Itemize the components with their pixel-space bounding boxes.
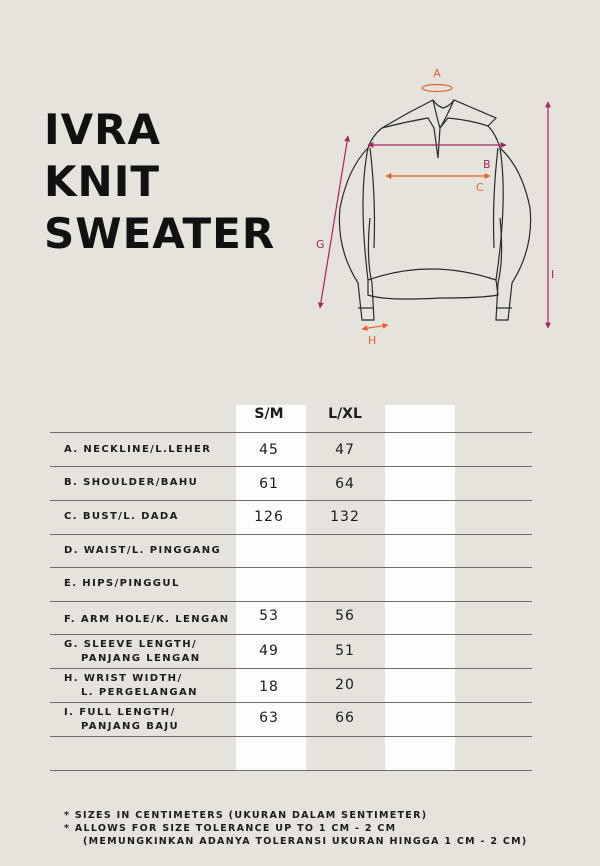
- row-divider: [50, 668, 532, 669]
- row-label-hips: E. HIPS/PINGGUL: [64, 578, 180, 589]
- row-divider: [50, 702, 532, 703]
- row-divider: [50, 432, 532, 433]
- label-i: I: [551, 268, 555, 281]
- value-sm-neckline: 45: [259, 442, 279, 458]
- value-sm-wrist-width: 18: [259, 679, 279, 695]
- neckline-measure: [422, 85, 452, 92]
- value-sm-bust: 126: [254, 509, 284, 525]
- row-label-line: PANJANG BAJU: [81, 721, 180, 732]
- label-c: C: [476, 181, 484, 194]
- row-label-wrist-width: [64, 672, 198, 700]
- row-label-line: H. WRIST WIDTH/: [64, 673, 183, 684]
- row-label-bust: C. BUST/L. DADA: [64, 511, 179, 522]
- row-label-line: PANJANG LENGAN: [81, 653, 201, 664]
- row-label-waist: D. WAIST/L. PINGGANG: [64, 545, 222, 556]
- title-line-1: IVRA: [44, 105, 161, 154]
- row-divider: [50, 601, 532, 602]
- value-lxl-sleeve-length: 51: [335, 643, 355, 659]
- row-divider: [50, 500, 532, 501]
- value-sm-full-length: 63: [259, 710, 279, 726]
- row-label-neckline: A. NECKLINE/L.LEHER: [64, 444, 212, 455]
- label-g: G: [316, 238, 325, 251]
- sleeve-length-measure: [320, 136, 348, 308]
- value-lxl-shoulder: 64: [335, 476, 355, 492]
- col-blank-bg: [385, 405, 455, 770]
- label-h: H: [368, 334, 377, 347]
- value-lxl-full-length: 66: [335, 710, 355, 726]
- value-lxl-bust: 132: [330, 509, 360, 525]
- row-divider: [50, 770, 532, 771]
- label-b: B: [483, 158, 491, 171]
- row-label-line: L. PERGELANGAN: [81, 687, 198, 698]
- row-divider: [50, 534, 532, 535]
- value-lxl-neckline: 47: [335, 442, 355, 458]
- header-sm: S/M: [254, 406, 284, 422]
- header-lxl: L/XL: [328, 406, 362, 422]
- value-sm-shoulder: 61: [259, 476, 279, 492]
- wrist-measure: [362, 325, 388, 329]
- row-divider: [50, 466, 532, 467]
- row-label-full-length: [64, 706, 179, 734]
- product-title: [44, 104, 275, 260]
- row-label-sleeve-length: [64, 638, 201, 666]
- row-label-shoulder: B. SHOULDER/BAHU: [64, 477, 199, 488]
- row-label-line: I. FULL LENGTH/: [64, 707, 176, 718]
- title-line-2: KNIT: [44, 157, 160, 206]
- label-a: A: [433, 67, 441, 80]
- sweater-outline: [339, 100, 530, 320]
- footnote-tolerance: * ALLOWS FOR SIZE TOLERANCE UP TO 1 CM - 2 CM: [64, 823, 397, 834]
- row-label-armhole: F. ARM HOLE/K. LENGAN: [64, 614, 230, 625]
- row-divider: [50, 634, 532, 635]
- sweater-diagram: [300, 58, 590, 358]
- footnote-units: * SIZES IN CENTIMETERS (UKURAN DALAM SENTIMETER): [64, 810, 428, 821]
- row-divider: [50, 736, 532, 737]
- value-sm-armhole: 53: [259, 608, 279, 624]
- footnote-tolerance-translation: (MEMUNGKINKAN ADANYA TOLERANSI UKURAN HINGGA 1 CM - 2 CM): [83, 836, 528, 847]
- row-divider: [50, 567, 532, 568]
- value-sm-sleeve-length: 49: [259, 643, 279, 659]
- value-lxl-armhole: 56: [335, 608, 355, 624]
- value-lxl-wrist-width: 20: [335, 677, 355, 693]
- title-line-3: SWEATER: [44, 209, 276, 258]
- row-label-line: G. SLEEVE LENGTH/: [64, 639, 198, 650]
